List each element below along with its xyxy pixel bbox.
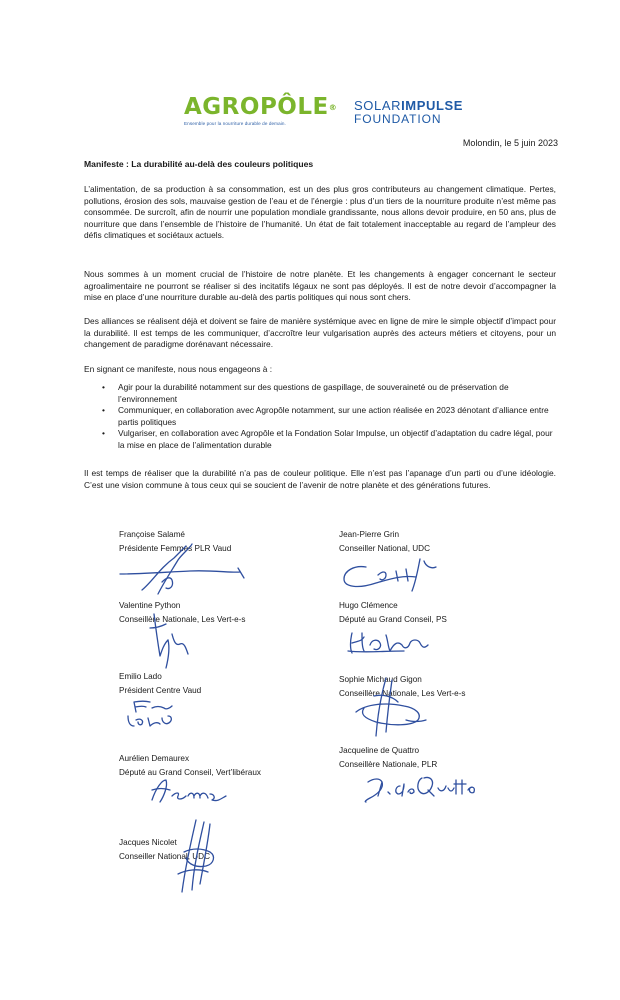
date-line: Molondin, le 5 juin 2023 xyxy=(462,138,558,148)
signatory-role: Conseiller National, UDC xyxy=(119,851,211,861)
signature-demaurex xyxy=(146,776,230,806)
signature-michaud-gigon xyxy=(346,676,432,740)
solar-impulse-logo xyxy=(354,99,463,126)
signature-salame xyxy=(112,538,252,600)
paragraph: L’alimentation, de sa production à sa consommation, est un des plus gros contributeurs au changement climatique. Pertes, pollutions, érosion des sols, mauvaise gestion de l’eau et de l’énergie : plus d’un tiers de la nourriture produite n’est même pas consommée. De surcroît, afin de nourrir une population mondiale grandissante, nous allons devoir produire, en 50 ans, plus de nourriture que dans l’ensemble de l’histoire de l’humanité. Un état de fait totalement inacceptable au regard de l’ampleur des défis climatiques et sociétaux actuels. xyxy=(84,184,556,241)
signature-clemence xyxy=(344,625,434,655)
solar-impulse-wordmark: SOLARIMPULSE xyxy=(354,98,464,113)
signatory-role: Présidente Femmes PLR Vaud xyxy=(119,543,232,553)
bullet-icon: • xyxy=(102,428,105,439)
signatory-role: Président Centre Vaud xyxy=(119,685,202,695)
commitments-list xyxy=(84,382,556,452)
signatory xyxy=(339,599,447,626)
signatory xyxy=(339,528,430,555)
signatory-role: Conseiller National, UDC xyxy=(339,543,431,553)
signatory-role: Conseillère Nationale, PLR xyxy=(339,759,438,769)
agropole-wordmark: AGROPÔLE® xyxy=(184,94,338,120)
signatory-name: Valentine Python xyxy=(119,601,181,610)
list-item: • Communiquer, en collaboration avec Agropôle notamment, sur une action réalisée en 2023 dénotant d’alliance entre partis politiques xyxy=(102,405,549,427)
signature-nicolet xyxy=(170,818,226,894)
signatory-name: Françoise Salamé xyxy=(119,530,185,539)
paragraph: Des alliances se réalisent déjà et doivent se faire de manière systémique avec en ligne de mire le simple objectif d’impact pour la durabilité. Il est temps de les communiquer, d’accroître leur vulgarisation auprès des acteurs métiers et citoyens, pour un changement de paradigme dorénavant nécessaire. xyxy=(84,316,556,350)
signature-python xyxy=(146,610,198,670)
manifesto-heading: Manifeste : La durabilité au-delà des couleurs politiques xyxy=(84,159,314,169)
signatory xyxy=(119,752,261,779)
bullet-icon: • xyxy=(102,382,105,392)
signatory-role: Conseillère Nationale, Les Vert-e-s xyxy=(339,688,466,698)
signatory-name: Sophie Michaud Gigon xyxy=(339,675,422,684)
agropole-logo xyxy=(184,96,337,126)
signatory xyxy=(339,744,437,771)
paragraph: En signant ce manifeste, nous nous engageons à : xyxy=(84,364,273,374)
signatory-name: Aurélien Demaurex xyxy=(119,754,190,763)
signatory-name: Emilio Lado xyxy=(119,672,162,681)
signature-grin xyxy=(336,555,446,595)
list-item: • Vulgariser, en collaboration avec Agropôle et la Fondation Solar Impulse, un objectif d’adaptation du cadre légal, pour la mise en place de l’alimentation durable xyxy=(102,428,553,450)
signatory-name: Jacques Nicolet xyxy=(119,838,177,847)
signatory-role: Conseillère Nationale, Les Vert-e-s xyxy=(119,614,246,624)
solar-impulse-foundation: FOUNDATION xyxy=(354,112,442,126)
agropole-tagline: Ensemble pour la nourriture durable de demain. xyxy=(184,121,286,126)
signatory-name: Jean-Pierre Grin xyxy=(339,530,400,539)
signature-de-quattro xyxy=(358,768,482,804)
list-item: • Agir pour la durabilité notamment sur des questions de gaspillage, de souveraineté ou de préservation de l’environnement xyxy=(102,382,509,404)
signatory xyxy=(119,670,201,697)
closing-paragraph: Il est temps de réaliser que la durabilité n’a pas de couleur politique. Elle n’est pas l’apanage d’un parti ou d’une idéologie. C’est une vision commune à tous ceux qui se soucient de l’avenir de notre planète et des générations futures. xyxy=(84,468,556,490)
signatory-role: Député au Grand Conseil, PS xyxy=(339,614,447,624)
bullet-icon: • xyxy=(102,405,105,416)
signatory-name: Jacqueline de Quattro xyxy=(339,746,420,755)
signatory-role: Député au Grand Conseil, Vert’libéraux xyxy=(119,767,261,777)
paragraph: Nous sommes à un moment crucial de l’histoire de notre planète. Et les changements à engager concernant le secteur agroalimentaire ne pourront se réaliser si des incitatifs légaux ne sont pas déployés. Il est de notre devoir d’accompagner la mise en place d’une nourriture durable au-delà des partis politiques qui nous sont chers. xyxy=(84,269,556,303)
signatory-name: Hugo Clémence xyxy=(339,601,398,610)
signature-lado xyxy=(122,696,182,730)
